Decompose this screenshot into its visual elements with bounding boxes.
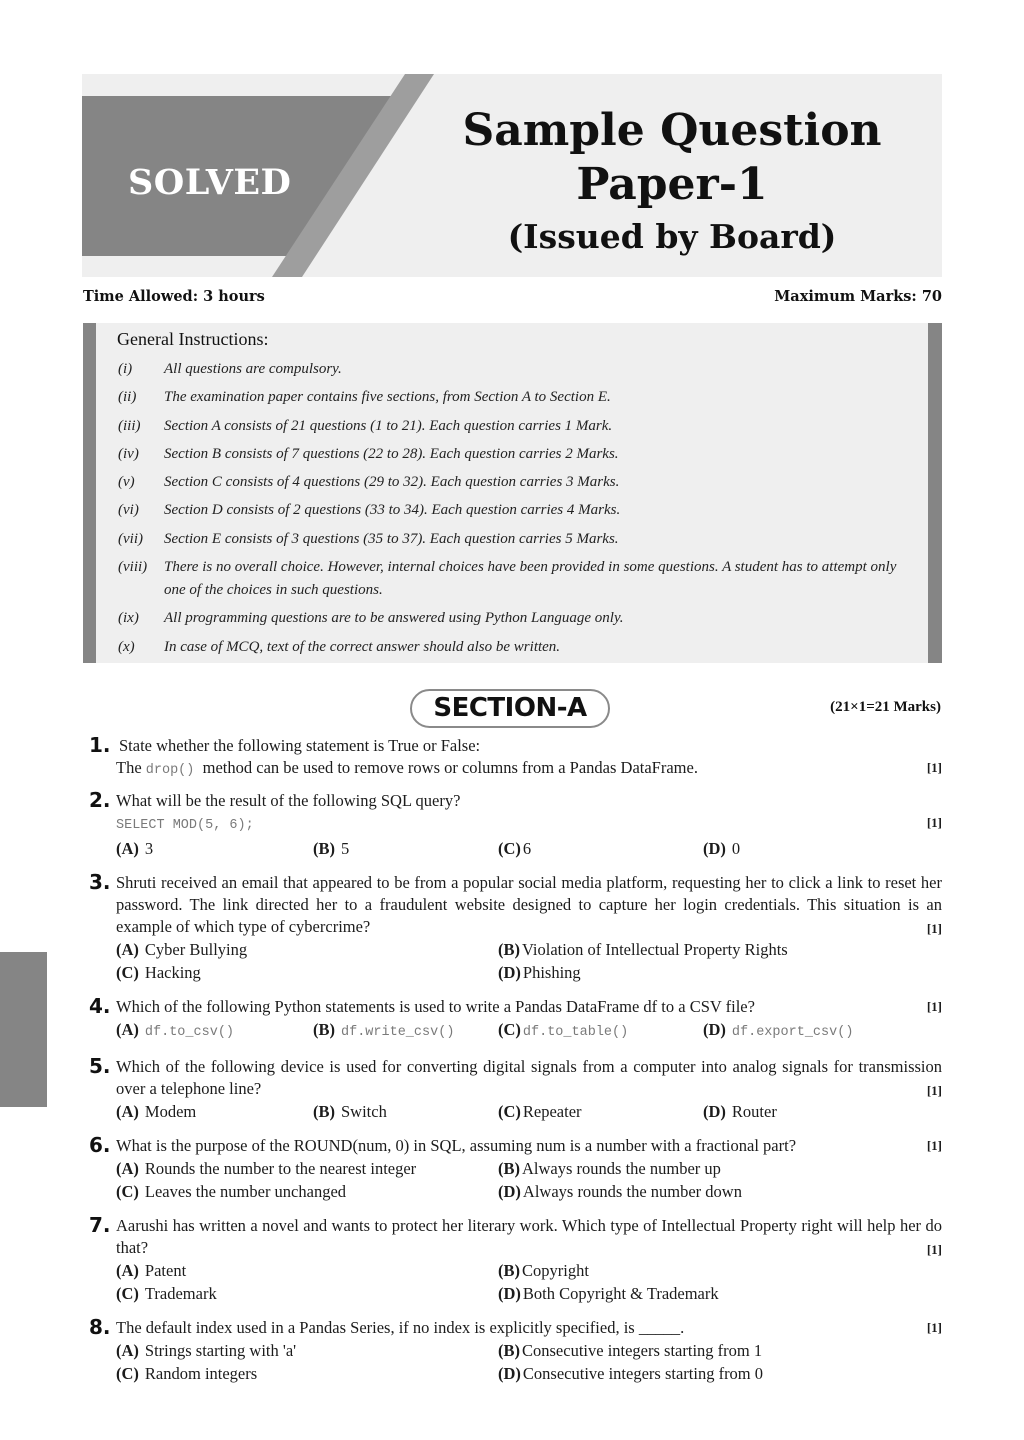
option-c (498, 837, 703, 860)
option-text: df.to_table() (522, 1025, 629, 1040)
instruction-item (118, 528, 898, 551)
instruction-item (118, 607, 898, 630)
option-text: Always rounds the number up (522, 1159, 721, 1178)
option-label: (A) (116, 1261, 139, 1280)
instruction-text: Section B consists of 7 questions (22 to 28). Each question carries 2 Marks. (164, 445, 619, 462)
option-label: (A) (116, 1102, 139, 1121)
question-text: The default index used in a Pandas Series, if no index is explicitly specified, is _____. (116, 1318, 685, 1337)
option-label: (B) (498, 1341, 520, 1360)
option-label: (B) (313, 1020, 335, 1039)
option-text: Consecutive integers starting from 0 (522, 1364, 764, 1383)
instruction-text: Section C consists of 4 questions (29 to 32). Each question carries 3 Marks. (164, 474, 620, 491)
option-c (116, 961, 498, 984)
option-label: (D) (498, 1284, 521, 1303)
instructions-list (118, 358, 898, 664)
options (86, 1018, 942, 1044)
instruction-text: In case of MCQ, text of the correct answer should also be written. (164, 638, 561, 655)
option-text: df.to_csv() (144, 1025, 235, 1040)
option-text: 6 (522, 839, 532, 858)
instruction-number: (iii) (118, 417, 141, 434)
inline-code: drop() (145, 763, 195, 778)
question-8 (86, 1317, 942, 1385)
instruction-item (118, 415, 898, 438)
option-text: df.export_csv() (731, 1025, 854, 1040)
question-text: Which of the following device is used for converting digital signals from a computer into analog signals for transmission over a telephone line? (116, 1057, 942, 1098)
option-d (703, 837, 903, 860)
option-text: Violation of Intellectual Property Rights (522, 940, 788, 959)
option-c (116, 1362, 498, 1385)
question-text: Shruti received an email that appeared to be from a popular social media platform, requesting her to click a link to reset her password. The link directed her to a fraudulent website designed to capture her login credentials. This situation is an example of which type of cybercrime? (116, 873, 942, 936)
section-a-heading: SECTION-A (410, 689, 610, 728)
option-a (116, 1259, 498, 1282)
option-label: (B) (498, 1261, 520, 1280)
question-number: 5. (89, 1054, 111, 1078)
question-mark: [1] (926, 1138, 942, 1153)
option-text: Switch (341, 1102, 387, 1121)
option-text: Modem (144, 1102, 197, 1121)
instruction-number: (vi) (118, 502, 139, 519)
option-text: Both Copyright & Trademark (522, 1284, 719, 1303)
question-number: 8. (89, 1315, 111, 1339)
option-label: (B) (313, 1102, 335, 1121)
option-c (116, 1282, 498, 1305)
instruction-text: Section E consists of 3 questions (35 to 37). Each question carries 5 Marks. (164, 530, 619, 547)
instruction-number: (i) (118, 361, 133, 377)
option-c (116, 1180, 498, 1203)
options (86, 1100, 919, 1123)
question-mark: [1] (926, 921, 942, 936)
option-text: 3 (144, 839, 154, 858)
option-d (703, 1018, 903, 1044)
question-text-post: method can be used to remove rows or columns from a Pandas DataFrame. (194, 758, 698, 777)
question-text: What will be the result of the following SQL query? (116, 791, 461, 810)
question-text: State whether the following statement is True or False: (119, 736, 481, 755)
instruction-text: All programming questions are to be answered using Python Language only. (164, 610, 624, 627)
header-banner (82, 74, 942, 277)
question-text: Aarushi has written a novel and wants to protect her literary work. Which type of Intellectual Property right will help her do that? (116, 1216, 942, 1257)
option-d (498, 1282, 898, 1305)
title-line-3: (Issued by Board) (507, 217, 837, 256)
option-text: 5 (341, 839, 350, 858)
options (86, 1157, 942, 1203)
exam-meta (83, 288, 942, 305)
instruction-text: Section A consists of 21 questions (1 to 21). Each question carries 1 Mark. (164, 417, 613, 434)
page-side-tab (0, 952, 47, 1107)
option-label: (C) (116, 1364, 139, 1383)
instruction-text: The examination paper contains five sections, from Section A to Section E. (164, 389, 611, 406)
option-text: Repeater (522, 1102, 582, 1121)
options (86, 938, 919, 984)
option-a (116, 938, 498, 961)
option-label: (A) (116, 1159, 139, 1178)
option-d (703, 1100, 903, 1123)
title-line-2: Paper-1 (576, 159, 768, 210)
option-a (116, 1339, 498, 1362)
option-text: Cyber Bullying (144, 940, 248, 959)
instruction-item (118, 358, 898, 381)
question-mark: [1] (926, 760, 942, 775)
option-b (498, 1259, 898, 1282)
option-label: (A) (116, 839, 139, 858)
option-a (116, 1018, 313, 1044)
option-text: Leaves the number unchanged (144, 1182, 347, 1201)
option-b (313, 837, 498, 860)
option-label: (A) (116, 1341, 139, 1360)
option-text: Router (731, 1102, 777, 1121)
option-label: (D) (703, 1102, 726, 1121)
option-label: (A) (116, 940, 139, 959)
instructions-right-bar (928, 323, 942, 663)
instruction-item (118, 471, 898, 494)
question-mark: [1] (926, 1083, 942, 1098)
option-text: Consecutive integers starting from 1 (522, 1341, 763, 1360)
instruction-item (118, 636, 898, 659)
option-text: Hacking (144, 963, 201, 982)
option-label: (D) (498, 963, 521, 982)
question-mark: [1] (926, 1320, 942, 1335)
instruction-number: (viii) (118, 559, 148, 576)
question-1 (86, 735, 942, 782)
maximum-marks: Maximum Marks: 70 (774, 288, 942, 305)
option-d (498, 1180, 898, 1203)
option-text: Patent (144, 1261, 187, 1280)
question-text: What is the purpose of the ROUND(num, 0) in SQL, assuming num is a number with a fractional part? (116, 1136, 797, 1155)
option-label: (A) (116, 1020, 139, 1039)
question-number: 2. (89, 788, 111, 812)
question-mark: [1] (926, 999, 942, 1014)
question-number: 1. (89, 733, 111, 757)
instruction-text: There is no overall choice. However, internal choices have been provided in some questions. A student has to attempt only one of the choices in such questions. (164, 559, 897, 599)
options (86, 837, 942, 860)
question-text-pre: The (116, 758, 146, 777)
general-instructions-box (83, 323, 942, 663)
question-number: 3. (89, 870, 111, 894)
option-b (498, 1339, 898, 1362)
option-label: (D) (498, 1364, 521, 1383)
option-a (116, 837, 313, 860)
option-a (116, 1100, 313, 1123)
question-5 (86, 1056, 942, 1123)
instruction-number: (iv) (118, 445, 139, 462)
option-d (498, 961, 898, 984)
option-label: (C) (498, 1020, 521, 1039)
option-b (313, 1100, 498, 1123)
option-text: Trademark (144, 1284, 217, 1303)
option-label: (D) (498, 1182, 521, 1201)
instruction-text: All questions are compulsory. (164, 361, 342, 377)
instruction-item (118, 386, 898, 409)
option-label: (C) (498, 839, 521, 858)
instruction-item (118, 556, 898, 602)
question-text: Which of the following Python statements is used to write a Pandas DataFrame df to a CSV file? (116, 997, 755, 1016)
question-number: 4. (89, 994, 111, 1018)
option-label: (C) (116, 1284, 139, 1303)
option-a (116, 1157, 498, 1180)
instructions-left-bar (83, 323, 96, 663)
question-number: 6. (89, 1133, 111, 1157)
instruction-number: (x) (118, 638, 135, 655)
instructions-title: General Instructions: (117, 329, 269, 349)
option-label: (C) (498, 1102, 521, 1121)
solved-badge: SOLVED (128, 162, 292, 203)
questions-list (86, 735, 942, 1393)
option-label: (D) (703, 1020, 726, 1039)
option-label: (C) (116, 963, 139, 982)
instruction-number: (v) (118, 474, 135, 491)
option-text: Always rounds the number down (522, 1182, 742, 1201)
question-6 (86, 1135, 942, 1203)
instruction-number: (ix) (118, 610, 139, 627)
question-7 (86, 1215, 942, 1305)
option-text: Random integers (144, 1364, 258, 1383)
options (86, 1339, 942, 1385)
option-text: Copyright (522, 1261, 589, 1280)
option-label: (B) (498, 940, 520, 959)
option-b (313, 1018, 498, 1044)
option-text: Rounds the number to the nearest integer (144, 1159, 417, 1178)
option-label: (B) (313, 839, 335, 858)
question-4 (86, 996, 942, 1044)
time-allowed: Time Allowed: 3 hours (83, 288, 265, 305)
question-number: 7. (89, 1213, 111, 1237)
paper-title (412, 104, 932, 260)
code-snippet: SELECT MOD(5, 6); (116, 818, 254, 833)
option-text: 0 (731, 839, 741, 858)
title-line-1: Sample Question (462, 105, 882, 156)
instruction-number: (vii) (118, 530, 143, 547)
option-label: (C) (116, 1182, 139, 1201)
option-b (498, 938, 898, 961)
options (86, 1259, 919, 1305)
instruction-item (118, 443, 898, 466)
option-c (498, 1018, 703, 1044)
option-text: Strings starting with 'a' (144, 1341, 297, 1360)
option-d (498, 1362, 898, 1385)
option-text: df.write_csv() (341, 1025, 455, 1040)
option-label: (B) (498, 1159, 520, 1178)
instruction-text: Section D consists of 2 questions (33 to 34). Each question carries 4 Marks. (164, 502, 621, 519)
question-mark: [1] (926, 1242, 942, 1257)
option-text: Phishing (522, 963, 581, 982)
question-mark: [1] (926, 815, 942, 830)
option-label: (D) (703, 839, 726, 858)
section-marks: (21×1=21 Marks) (830, 699, 941, 715)
instruction-item (118, 499, 898, 522)
instruction-number: (ii) (118, 389, 137, 406)
option-b (498, 1157, 898, 1180)
question-2 (86, 790, 942, 860)
question-3 (86, 872, 942, 984)
option-c (498, 1100, 703, 1123)
